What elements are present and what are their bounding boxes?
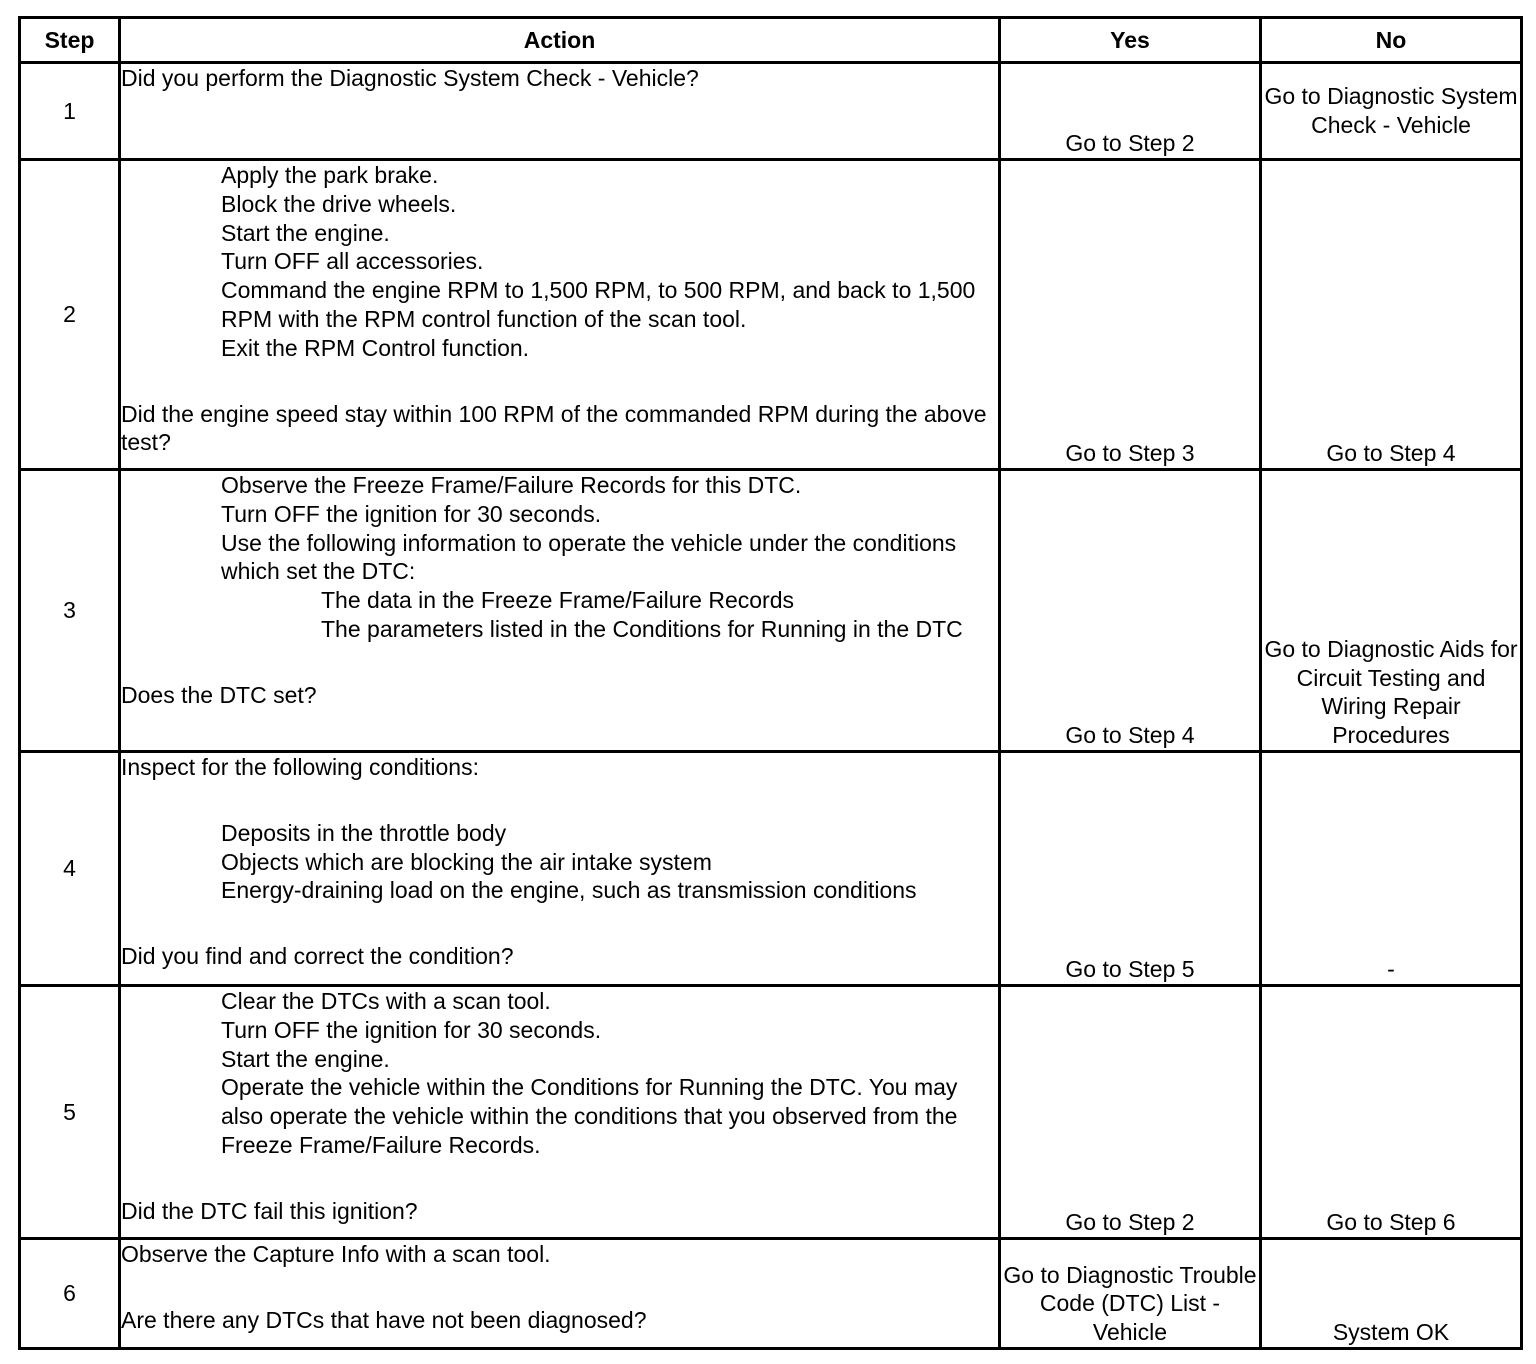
spacer	[121, 1269, 998, 1306]
action-question: Did you find and correct the condition?	[121, 943, 514, 970]
table-row-step-1	[20, 63, 1522, 160]
spacer	[121, 905, 998, 942]
no-result-link[interactable]: Go to Diagnostic Aids for Circuit Testing and Wiring Repair Procedures	[1261, 470, 1522, 752]
step-number: 4	[20, 752, 120, 986]
table-row-step-4	[20, 752, 1522, 986]
step-number: 3	[20, 470, 120, 752]
table-row-step-6	[20, 1239, 1522, 1349]
step-number: 2	[20, 160, 120, 470]
action-substep: Observe the Freeze Frame/Failure Records for this DTC.	[221, 472, 802, 498]
action-substep: Energy-draining load on the engine, such as transmission conditions	[221, 877, 917, 904]
no-result-link[interactable]: Go to Diagnostic System Check - Vehicle	[1261, 63, 1522, 160]
step-action	[120, 470, 1000, 752]
no-result-text: System OK	[1261, 1239, 1522, 1349]
diagnostic-procedure-page	[18, 16, 1520, 1350]
action-substep: Block the drive wheels.	[221, 190, 457, 217]
action-subsubstep: The data in the Freeze Frame/Failure Records	[321, 587, 794, 614]
yes-result-link[interactable]: Go to Step 2	[1000, 63, 1261, 160]
diagnostic-steps-table	[18, 16, 1523, 1350]
spacer	[121, 644, 998, 681]
step-number: 5	[20, 986, 120, 1239]
action-question: Did the DTC fail this ignition?	[121, 1197, 418, 1224]
yes-result-link[interactable]: Go to Step 5	[1000, 752, 1261, 986]
header-step: Step	[20, 18, 120, 63]
action-substep: Turn OFF all accessories.	[221, 248, 484, 275]
step-number: 1	[20, 63, 120, 160]
action-intro: Did you perform the Diagnostic System Check - Vehicle?	[121, 65, 699, 91]
action-subsubstep: The parameters listed in the Conditions for Running in the DTC	[321, 615, 963, 642]
action-substep: Command the engine RPM to 1,500 RPM, to 500 RPM, and back to 1,500 RPM with the RPM control function of the scan tool.	[221, 277, 976, 332]
spacer	[121, 363, 998, 400]
action-intro: Inspect for the following conditions:	[121, 754, 479, 780]
action-substep: Objects which are blocking the air intake system	[221, 848, 712, 875]
spacer	[121, 782, 998, 819]
action-substep: Turn OFF the ignition for 30 seconds.	[221, 500, 602, 527]
step-action	[120, 752, 1000, 986]
header-no: No	[1261, 18, 1522, 63]
step-action	[120, 1239, 1000, 1349]
step-number: 6	[20, 1239, 120, 1349]
action-substep: Operate the vehicle within the Conditions for Running the DTC. You may also operate the vehicle within the conditions that you observed from the Freeze Frame/Failure Records.	[221, 1074, 958, 1158]
yes-result-link[interactable]: Go to Step 2	[1000, 986, 1261, 1239]
table-header-row	[20, 18, 1522, 63]
no-result-link[interactable]: Go to Step 6	[1261, 986, 1522, 1239]
action-substep: Apply the park brake.	[221, 162, 439, 188]
action-question: Does the DTC set?	[121, 681, 317, 708]
action-substep: Exit the RPM Control function.	[221, 334, 530, 361]
action-substep: Turn OFF the ignition for 30 seconds.	[221, 1016, 602, 1043]
action-substep: Start the engine.	[221, 1045, 390, 1072]
action-substep: Deposits in the throttle body	[221, 819, 507, 846]
action-substep: Use the following information to operate the vehicle under the conditions which set the DTC:	[221, 529, 957, 585]
action-question: Did the engine speed stay within 100 RPM of the commanded RPM during the above test?	[121, 400, 987, 456]
table-row-step-3	[20, 470, 1522, 752]
table-row-step-2	[20, 160, 1522, 470]
no-result-link: -	[1261, 752, 1522, 986]
yes-result-link[interactable]: Go to Diagnostic Trouble Code (DTC) List - Vehicle	[1000, 1239, 1261, 1349]
no-result-link[interactable]: Go to Step 4	[1261, 160, 1522, 470]
step-action	[120, 986, 1000, 1239]
action-question: Are there any DTCs that have not been diagnosed?	[121, 1306, 647, 1333]
yes-result-link[interactable]: Go to Step 4	[1000, 470, 1261, 752]
header-action: Action	[120, 18, 1000, 63]
action-substep: Start the engine.	[221, 219, 390, 246]
table-row-step-5	[20, 986, 1522, 1239]
spacer	[121, 1160, 998, 1197]
yes-result-link[interactable]: Go to Step 3	[1000, 160, 1261, 470]
step-action	[120, 160, 1000, 470]
action-intro: Observe the Capture Info with a scan tool.	[121, 1241, 551, 1267]
action-substep: Clear the DTCs with a scan tool.	[221, 988, 551, 1014]
header-yes: Yes	[1000, 18, 1261, 63]
step-action	[120, 63, 1000, 160]
